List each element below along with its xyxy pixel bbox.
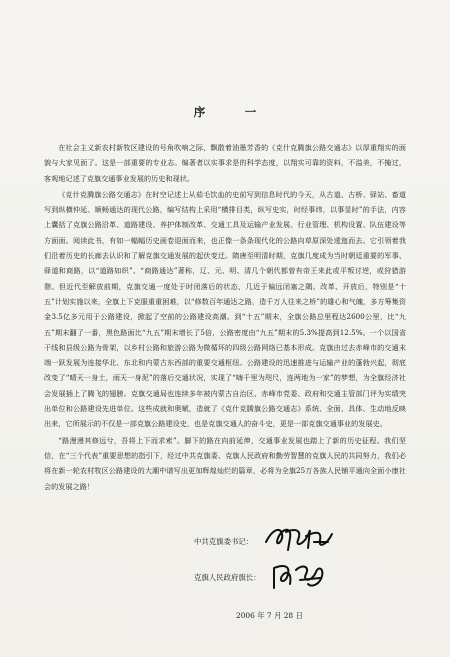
signature-date: 2006 年 7 月 28 日 [236,611,303,620]
mayor-label: 克旗人民政府旗长： [194,573,261,582]
secretary-signature [262,520,340,554]
paragraph-2: 《克什克腾旗公路交通志》在时空记述上从茹毛饮血的史前写到信息时代的今天，从古道、古桥、驿站、畜道写到纵横仲延、顺畅通达的现代公路，编写结构上采用“横排目类，纵写史实，时经事纬，以事显时”的手法，内容上囊括了克旗公路沿革、道路建设、养护体制改革、交通工具及运输产业发展、行业管理、机构设置、队伍建设等方面面。阅读此书，有如一幅幅历史画卷迎面而来，也正像一条条现代化的公路向草原深处逶迤而去。它引领着我们沿着历史的长廊去认识和了解克旗交通发展的起伏变迁。隋唐至明清时期，克旗几度成为当时朝廷重要的军事、驿道和商路，以“道路如织”、“商路通达”著称，辽、元、明、清几个朝代都曾有帝王来此或平叛讨逆，或狩猎游憩。但近代至解放前期，克旗交通一度处于时闭落后的状态，几近于偏远闭塞之隅。改革、开放后，特别是“十五”计划实施以来，全旗上下克服重重困难，以“修数百年通达之路，造千万人往来之桥”的雄心和气魄，多方筹集资金3.5亿多元用于公路建设，掀起了空前的公路建设高潮。到“十五”期末，全旗公路总里程达2600公里，比“九五”期末翻了一番，黑色路面比“九五”期末增长了5倍，公路密度由“九五”期末的5.3%提高到12.5%。一个以国省干线和县级公路为骨架，以乡村公路和旅游公路为微循环的四级公路网络已基本形成。克旗由过去赤峰市的交通末端一跃发展为连接华北、东北和内蒙古东西部的重要交通枢纽。公路建设的迅速推进与运输产业的蓬勃兴起，彻底改变了“晴天一身土，雨天一身泥”的落后交通状况，实现了“嗨千里为咫尺，连两地为一家”的梦想，为全旗经济社会发展插上了腾飞的翅膀。克旗交通局也连续多年被内蒙古自治区、赤峰市党委、政府和交通主管部门评为实绩突出单位和公路建设先进单位。这些成就和奥赋，造就了《克什克腾旗公路交通志》系统、全面、具体、生动地反映出来，它所展示的不仅是一部克旗公路建设史，也是克旗交通人的奋斗史，更是一部克旗交通事业的发展史。 [44,189,406,429]
document-body [44,140,406,494]
secretary-label: 中共克旗委书记： [194,537,254,546]
mayor-signature [270,560,332,592]
document-title: 序 一 [193,105,271,119]
paragraph-3: “路漫漫其修远兮，吾将上下而求索”。脚下的路在向前延伸，交通事业发展也踏上了新的历史征程。我们坚信，在“三个代表”重要思想的指引下，经过中共克旗委、克旗人民政府和勤劳智慧的克旗人民的共同努力，我们必将在新一轮农村牧区公路建设的大潮中谱写出更加辉煌灿烂的篇章，必将为全旗25万各族人民铺平通向全面小康社会的发展之路！ [44,435,406,491]
paragraph-1: 在社会主义新农村新牧区建设的号角吹响之际，飘散着油墨芳香的《克什克腾旗公路交通志》以厚重翔实的面貌与大家见面了。这是一部重要的专业志。编著者以实事求是的科学态度，以翔实可靠的资料，不溢美，不掩过，客观地记述了克旗交通事业发展的历史和现状。 [44,143,406,183]
